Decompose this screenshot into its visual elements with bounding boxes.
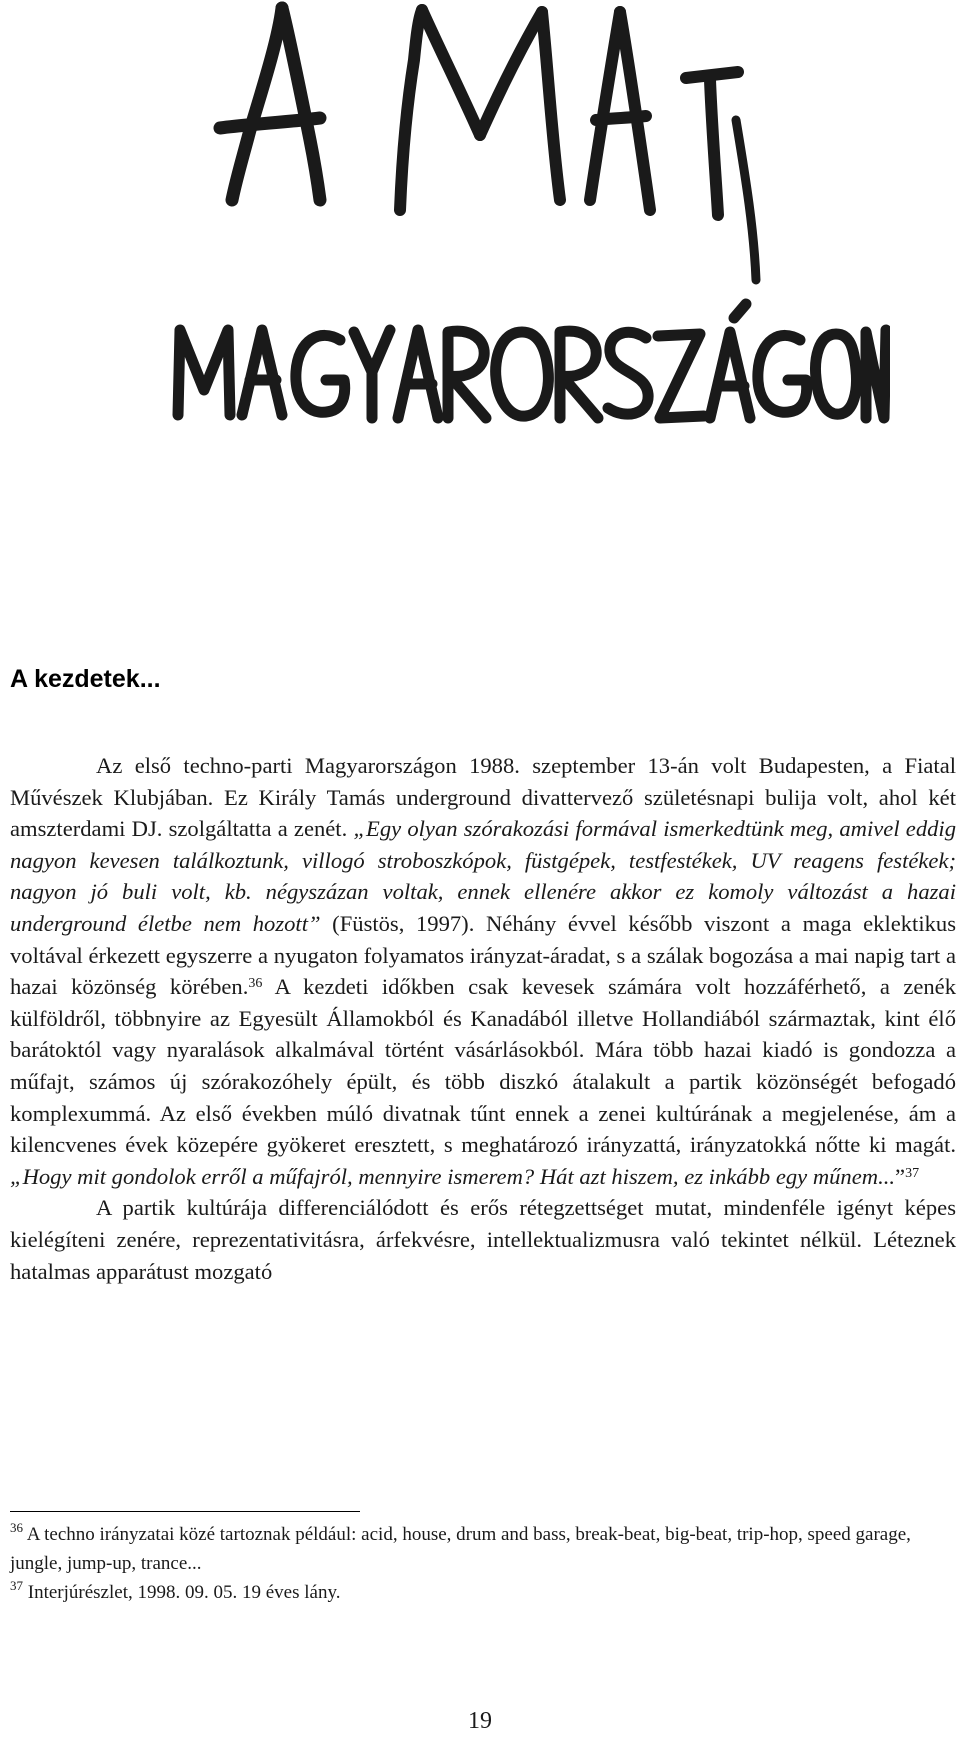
quote-2-close-mark: ” [895, 1163, 906, 1189]
title-letter-a [220, 8, 320, 200]
handwritten-title-graphic [150, 0, 890, 480]
footnote-ref-36[interactable]: 36 [248, 976, 263, 992]
footnote-number: 36 [10, 1520, 23, 1535]
title-ink-drip [736, 120, 756, 280]
body-text [10, 750, 956, 1287]
title-second-line [178, 304, 886, 418]
paragraph-1-opening: Az első techno-parti Magyarországon 1988. szeptember 13-án volt Budapesten, a Fiatal Művészek Klubjában. Ez Király Tamás underground divattervező születésnapi bulija volt, ahol két amszterdami DJ. szolgáltatta a zenét. [10, 753, 956, 842]
paragraph-1 [10, 750, 956, 1192]
section-heading: A kezdetek... [10, 665, 161, 693]
title-letter-m [400, 10, 560, 210]
citation-fustos: (Füstös, 1997). Néhány évvel később viszont a maga eklektikus voltával érkezett egyszerre a nyugaton folyamatos irányzat-áradat, s a szálak bogozása a mai napig tart a hazai közönség körében. [10, 910, 956, 1000]
footnote-number: 37 [10, 1578, 23, 1593]
footnote-36 [10, 1520, 956, 1578]
interview-quote-2: „Hogy mit gondolok erről a műfajról, mennyire ismerem? Hát azt hiszem, ez inkább egy műnem... [10, 1163, 896, 1189]
page-number: 19 [468, 1708, 492, 1734]
title-letter-i [686, 72, 738, 215]
footnote-text: Interjúrészlet, 1998. 09. 05. 19 éves lány. [23, 1582, 341, 1603]
interview-quote-1: „Egy olyan szórakozási formával ismerkedtünk meg, amivel eddig nagyon kevesen találkoztunk, villogó stroboszkópok, füstgépek, testfestékek, UV reagens festékek; nagyon jó buli volt, kb. négyszázan voltak, ennek ellenére akkor ez komoly változást a hazai underground életbe nem hozott” [10, 816, 956, 936]
footnotes [10, 1520, 956, 1607]
footnote-ref-37[interactable]: 37 [905, 1165, 920, 1181]
paragraph-2: A partik kultúrája differenciálódott és erős rétegzettséget mutat, mindenféle igényt képes kielégíteni zenére, reprezentativitásra, árfekvésre, intellektualizmusra való tekintet nélkül. Léteznek hatalmas apparátust mozgató [10, 1195, 956, 1284]
footnote-37 [10, 1578, 956, 1607]
paragraph-1-continued: A kezdeti időkben csak kevesek számára volt hozzáférhető, a zenék külföldről, többnyire az Egyesült Államokból és Kanadából illetve Hollandiából származtak, kint élő barátoktól vagy nyaralások alkalmával történt vásárlásokból. Mára több hazai kiadó is gondozza a műfajt, számos új szórakozóhely épült, és több diszkó átalakult a partik közönségét befogadó komplexummá. Az első években múló divatnak tűnt ennek a zenei kultúrának a megjelenése, ám a kilencvenes évek közepére gyökeret eresztett, s meghatározó irányzattá, irányzatokká nőtte ki magát. [10, 974, 956, 1158]
footnote-divider [10, 1511, 360, 1512]
title-letter-a-2 [590, 12, 650, 210]
footnote-text: A techno irányzatai közé tartoznak például: acid, house, drum and bass, break-beat, big-beat, trip-hop, speed garage, jungle, jump-up, trance... [10, 1524, 911, 1574]
